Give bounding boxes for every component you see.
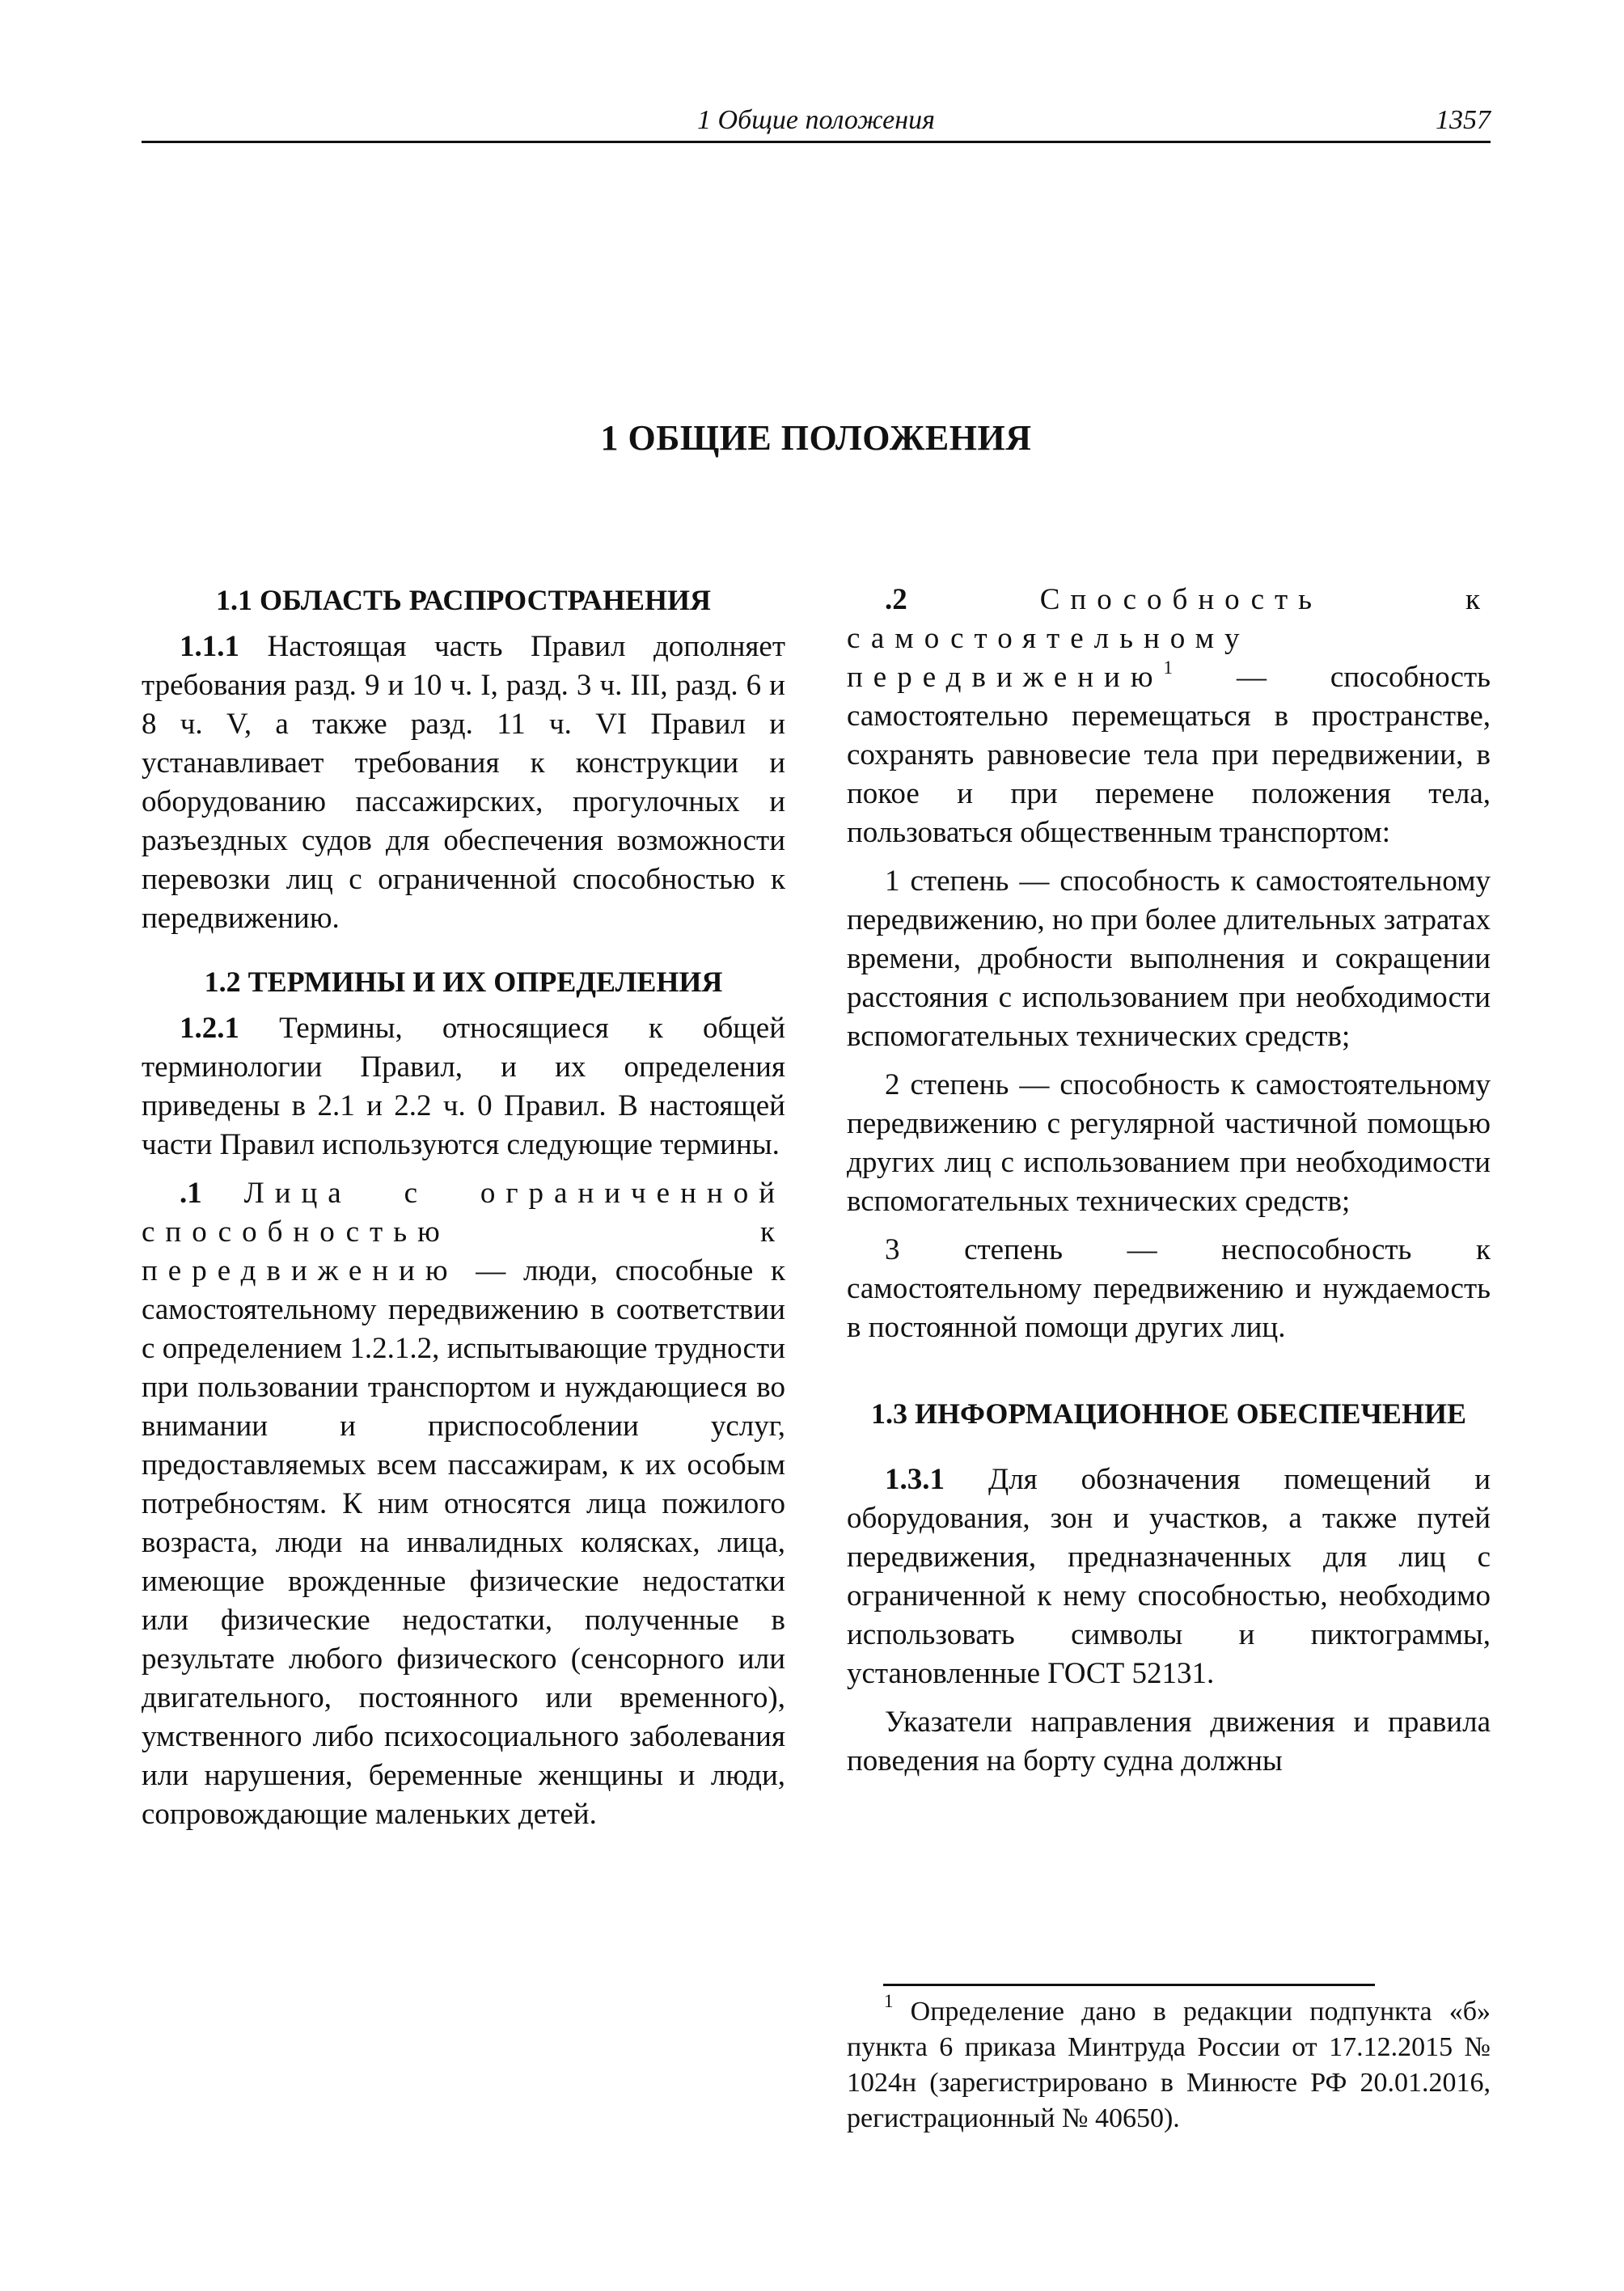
footnote-divider xyxy=(883,1984,1375,1986)
chapter-title: 1 ОБЩИЕ ПОЛОЖЕНИЯ xyxy=(600,418,1032,458)
footnote-reference: 1 xyxy=(1163,657,1173,678)
paragraph-1-3-1 xyxy=(847,1460,1491,1693)
footnote-paragraph xyxy=(847,1991,1491,2137)
running-header xyxy=(142,102,1491,143)
section-1-3-heading: 1.3 ИНФОРМАЦИОННОЕ ОБЕСПЕЧЕНИЕ xyxy=(871,1397,1466,1430)
term-item-1-term: Лица с ограниченной способностью к передвижению xyxy=(142,1177,785,1287)
degree-2: 2 степень — способность к самостоятельному передвижению с регулярной частичной помощью других лиц с использованием при необходимости вспомогательных технических средств; xyxy=(847,1068,1491,1218)
left-column xyxy=(142,581,785,1844)
section-1-2-heading: 1.2 ТЕРМИНЫ И ИХ ОПРЕДЕЛЕНИЯ xyxy=(204,966,723,998)
degree-1: 1 степень — способность к самостоятельному передвижению, но при более длительных затратах времени, дробности выполнения и сокращении расстояния с использованием при необходимости вспомогательных технических средств; xyxy=(847,864,1491,1053)
paragraph-1-1-1-number: 1.1.1 xyxy=(180,630,239,663)
term-item-1-number: .1 xyxy=(180,1177,202,1210)
paragraph-1-1-1 xyxy=(142,628,785,938)
right-column xyxy=(847,581,1491,1790)
paragraph-1-2-1 xyxy=(142,1009,785,1165)
term-item-2-term: Способность к самостоятельному передвижению xyxy=(847,583,1491,694)
degree-3: 3 степень — неспособность к самостоятельному передвижению и нуждаемость в постоянной помощи других лиц. xyxy=(847,1233,1491,1344)
paragraph-1-1-1-text: Настоящая часть Правил дополняет требования разд. 9 и 10 ч. I, разд. 3 ч. III, разд. 6 и 8 ч. V, а также разд. 11 ч. VI Правил и устанавливает требования к конструкции и оборудованию пассажирских, прогулочных и разъездных судов для обеспечения возможности перевозки лиц с ограниченной способностью к передвижению. xyxy=(142,630,785,935)
paragraph-1-2-1-text: Термины, относящиеся к общей терминологии Правил, и их определения приведены в 2.1 и 2.2 ч. 0 Правил. В настоящей части Правил используются следующие термины. xyxy=(142,1012,785,1161)
footnote xyxy=(847,1991,1491,2137)
running-header-title: 1 Общие положения xyxy=(697,105,935,135)
paragraph-1-3-1-text: Для обозначения помещений и оборудования, зон и участков, а также путей передвижения, предназначенных для лиц с ограниченной к нему способностью, необходимо использовать символы и пиктограммы, установленные ГОСТ 52131. xyxy=(847,1463,1491,1690)
term-item-2 xyxy=(847,581,1491,852)
paragraph-1-3-1-continued: Указатели направления движения и правила поведения на борту судна должны xyxy=(847,1706,1491,1777)
footnote-text: Определение дано в редакции подпункта «б» пункта 6 приказа Минтруда России от 17.12.2015 № 1024н (зарегистрировано в Минюсте РФ 20.01.2016, регистрационный № 40650). xyxy=(847,1997,1491,2133)
term-item-2-number: .2 xyxy=(885,583,907,616)
paragraph-1-2-1-number: 1.2.1 xyxy=(180,1012,239,1045)
page-number: 1357 xyxy=(1436,105,1491,135)
term-item-1 xyxy=(142,1174,785,1834)
term-item-2-definition: — способность самостоятельно перемещаться в пространстве, сохранять равновесие тела при передвижении, в покое и при перемене положения тела, пользоваться общественным транспортом: xyxy=(847,661,1491,849)
footnote-marker: 1 xyxy=(884,1991,894,2011)
section-1-1-heading: 1.1 ОБЛАСТЬ РАСПРОСТРАНЕНИЯ xyxy=(216,584,711,616)
paragraph-1-3-1-number: 1.3.1 xyxy=(885,1463,945,1496)
term-item-1-definition: — люди, способные к самостоятельному передвижению в соответствии с определением 1.2.1.2, испытывающие трудности при пользовании транспортом и нуждающиеся во внимании и приспособлении услуг, предоставляемых всем пассажирам, к их особым потребностям. К ним относятся лица пожилого возраста, люди на инвалидных колясках, лица, имеющие врожденные физические недостатки или физические недостатки, полученные в результате любого физического (сенсорного или двигательного, постоянного или временного), умственного либо психосоциального заболевания или нарушения, беременные женщины и люди, сопровождающие маленьких детей. xyxy=(142,1254,785,1831)
